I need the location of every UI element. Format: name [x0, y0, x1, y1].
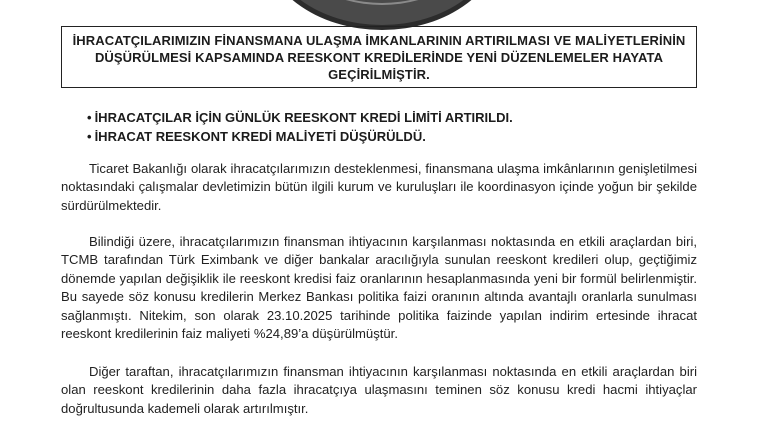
- bullet-item: [87, 108, 513, 127]
- bullet-text: İHRACAT REESKONT KREDİ MALİYETİ DÜŞÜRÜLDÜ.: [94, 129, 426, 144]
- bullet-marker: •: [87, 110, 92, 125]
- body-paragraph: Bilindiği üzere, ihracatçılarımızın finansman ihtiyacının karşılanması noktasında en etkili araçlardan biri, TCMB tarafından Türk Eximbank ve diğer bankalar aracılığıyla sunulan reeskont kredileri olup, geçtiğimiz dönemde yapılan değişiklik ile reeskont kredisi faiz oranlarının hesaplanmasında yeni bir formül belirlenmiştir. Bu sayede söz konusu kredilerin Merkez Bankası politika faizi oranının altında avantajlı oranlarla sunulması sağlanmıştı. Nitekim, son olarak 23.10.2025 tarihinde politika faizinde yapılan indirim ertesinde ihracat reeskont kredilerinin faiz maliyeti %24,89’a düşürülmüştür.: [61, 234, 697, 342]
- bullet-text: İHRACATÇILAR İÇİN GÜNLÜK REESKONT KREDİ LİMİTİ ARTIRILDI.: [94, 110, 513, 125]
- headline-box: [61, 26, 697, 88]
- headline: İHRACATÇILARIMIZIN FİNANSMANA ULAŞMA İMKANLARININ ARTIRILMASI VE MALİYETLERİNİN DÜŞÜRÜLMESİ KAPSAMINDA REESKONT KREDİLERİNDE YENİ DÜZENLEMELER HAYATA GEÇİRİLMİŞTİR.: [72, 32, 686, 82]
- body-paragraph: Diğer taraftan, ihracatçılarımızın finansman ihtiyacının karşılanması noktasında en etkili araçlardan biri olan reeskont kredilerinin daha fazla ihracatçıya ulaşmasını teminen söz konusu kredi hacmi ihtiyaçlar doğrultusunda kademeli olarak artırılmıştır.: [61, 364, 697, 416]
- bullet-marker: •: [87, 129, 92, 144]
- bullet-list: [87, 108, 513, 146]
- body-paragraph: Ticaret Bakanlığı olarak ihracatçılarımızın desteklenmesi, finansmana ulaşma imkânlarının genişletilmesi noktasındaki çalışmalar devletimizin bütün ilgili kurum ve kuruluşları ile koordinasyon içinde yoğun bir şekilde sürdürülmektedir.: [61, 161, 697, 213]
- bullet-item: [87, 127, 513, 146]
